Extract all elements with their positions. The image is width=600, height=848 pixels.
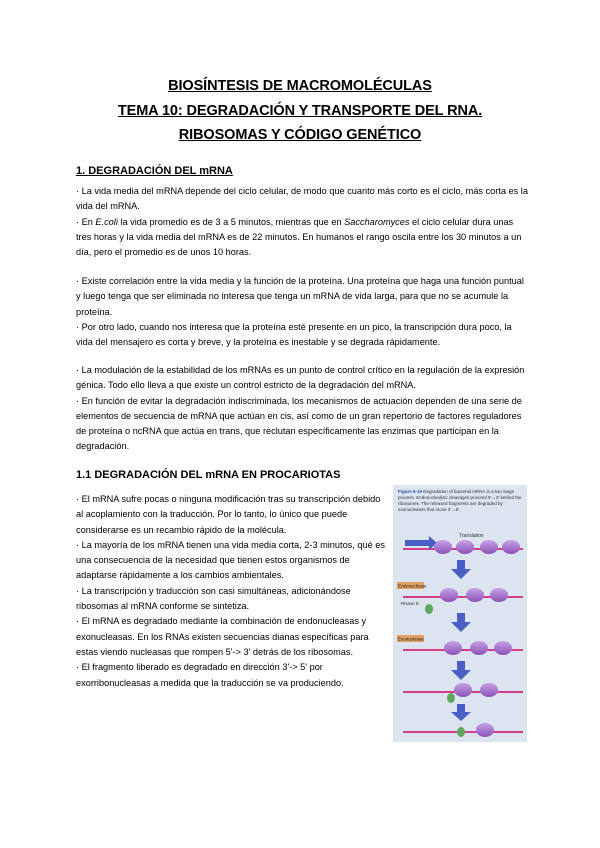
- section1-p5: · La modulación de la estabilidad de los mRNAs es un punto de control crítico en la regulación de la expresión génica. Todo ello lleva a que existe un control estricto de la degradación del mRNA.: [76, 365, 525, 391]
- endonuclease-label: Endonuclease: [398, 583, 427, 589]
- down-arrow-icon: [451, 560, 471, 579]
- ribosome-2: [456, 540, 474, 554]
- section11-heading: 1.1 DEGRADACIÓN DEL mRNA EN PROCARIOTAS: [76, 469, 341, 481]
- nuclease-2: [447, 693, 455, 703]
- down-arrow-icon: [451, 613, 471, 632]
- exonuclease-label: Exonuclease: [398, 636, 424, 642]
- section1-block-a: [76, 184, 528, 260]
- section11-p3: · La transcripción y traducción son casi simultáneas, adicionándose ribosomas al mRNA conforme se sintetiza.: [76, 585, 351, 612]
- section11-p1: · El mRNA sufre pocas o ninguna modificación tras su transcripción debido al acoplamiento con la traducción. Por lo tanto, lo único que puede considerarse es un recambio rápido de la molécula.: [76, 494, 381, 535]
- p2-ecoli: E.coli: [95, 216, 118, 227]
- doc-title-line3: RIBOSOMAS Y CÓDIGO GENÉTICO: [178, 127, 422, 143]
- down-arrow-icon: [451, 704, 471, 721]
- doc-title-line1: BIOSÍNTESIS DE MACROMOLÉCULAS: [168, 78, 432, 94]
- translation-label: Translation: [459, 533, 484, 539]
- section11-p2: · La mayoría de los mRNA tienen una vida media corta, 2-3 minutos, qué es una consecuencia de la necesidad que tienen estos organismos de adaptarse rápidamente a los cambios ambientales.: [76, 539, 385, 581]
- section1-p6: · En función de evitar la degradación indiscriminada, los mecanismos de actuación dependen de una serie de elementos de secuencia de mRNA que actúan en cis, así como de un gran repertorio de factores reguladores de proteína o ncRNA que actúa en trans, que reclutan específicamente las enzimas que participan en la degradación.: [76, 395, 522, 452]
- ribosome-7: [490, 588, 508, 602]
- section1-heading: 1. DEGRADACIÓN DEL mRNA: [76, 165, 233, 177]
- ribosome-13: [476, 723, 494, 737]
- section1-p4: · Por otro lado, cuando nos interesa que la proteína esté presente en un pico, la transcripción dura poco, la vida del mensajero es corta y breve, y la proteína es inestable y se degrada rápidamente.: [76, 321, 512, 348]
- section1-p1: · La vida media del mRNA depende del ciclo celular, de modo que cuanto más corto es el ciclo, más corta es la vida del mRNA.: [76, 186, 528, 212]
- p2-part-a: · En: [76, 216, 96, 227]
- section1-p2: [76, 215, 528, 261]
- translation-arrow-icon: [405, 536, 437, 550]
- section11-p4: · El mRNA es degradado mediante la combinación de endonucleasas y exonucleasas. En los RNAs existen secuencias dianas específicas para estas viendo nucleasas que rompen 5'-> 3' detrás de los ribosomas.: [76, 616, 369, 657]
- ribosome-11: [454, 683, 472, 697]
- ribosome-9: [470, 641, 488, 655]
- p2-part-b: la vida promedio es de 3 a 5 minutos, mientras que en: [117, 216, 345, 227]
- figure-caption-text: Degradation of bacterial mRNA is a two stage process. Endonucleolytic cleavages proceed 5'→3' behind the ribosomes. The released fragments are degraded by exonucleases that move 3'→5'.: [398, 489, 522, 512]
- ribosome-3: [480, 540, 498, 554]
- figure-diagram: [393, 485, 527, 742]
- section1-block-c: [76, 363, 528, 455]
- down-arrow-icon: [451, 661, 471, 680]
- ribosome-4: [502, 540, 520, 554]
- p2-saccharomyces: Saccharomyces: [344, 216, 410, 227]
- nuclease-3: [457, 727, 465, 737]
- ribosome-12: [480, 683, 498, 697]
- section1-p3: · Existe correlación entre la vida media y la función de la proteína. Una proteína que haga una función puntual y luego tenga que ser eliminada no interesa que tenga un mRNA de vida larga, para que no se acumule la proteína.: [76, 276, 524, 317]
- ribosome-8: [444, 641, 462, 655]
- ribosome-6: [466, 588, 484, 602]
- ribosome-1: [434, 540, 452, 554]
- rnase-label: RNase E: [401, 601, 420, 606]
- section11-p5: · El fragmento liberado es degradado en dirección 3'-> 5' por exorribonucleasas a medida que la traducción se va produciendo.: [76, 662, 344, 688]
- ribosome-10: [494, 641, 512, 655]
- p2-part-c: el ciclo celular dura unas tres horas y la vida media del mRNA es de 22 minutos. En humanos el rango oscila entre los 30 minutos a un día, pero el promedio es de unos 10 horas.: [76, 216, 522, 258]
- section1-block-b: [76, 274, 528, 350]
- mrna-degradation-figure: [393, 485, 527, 742]
- ribosome-5: [440, 588, 458, 602]
- nuclease-1: [425, 604, 433, 614]
- section11-block: [76, 492, 386, 691]
- figure-caption-label: Figure 6-19: [398, 489, 423, 494]
- doc-title-line2: TEMA 10: DEGRADACIÓN Y TRANSPORTE DEL RNA.: [117, 103, 483, 119]
